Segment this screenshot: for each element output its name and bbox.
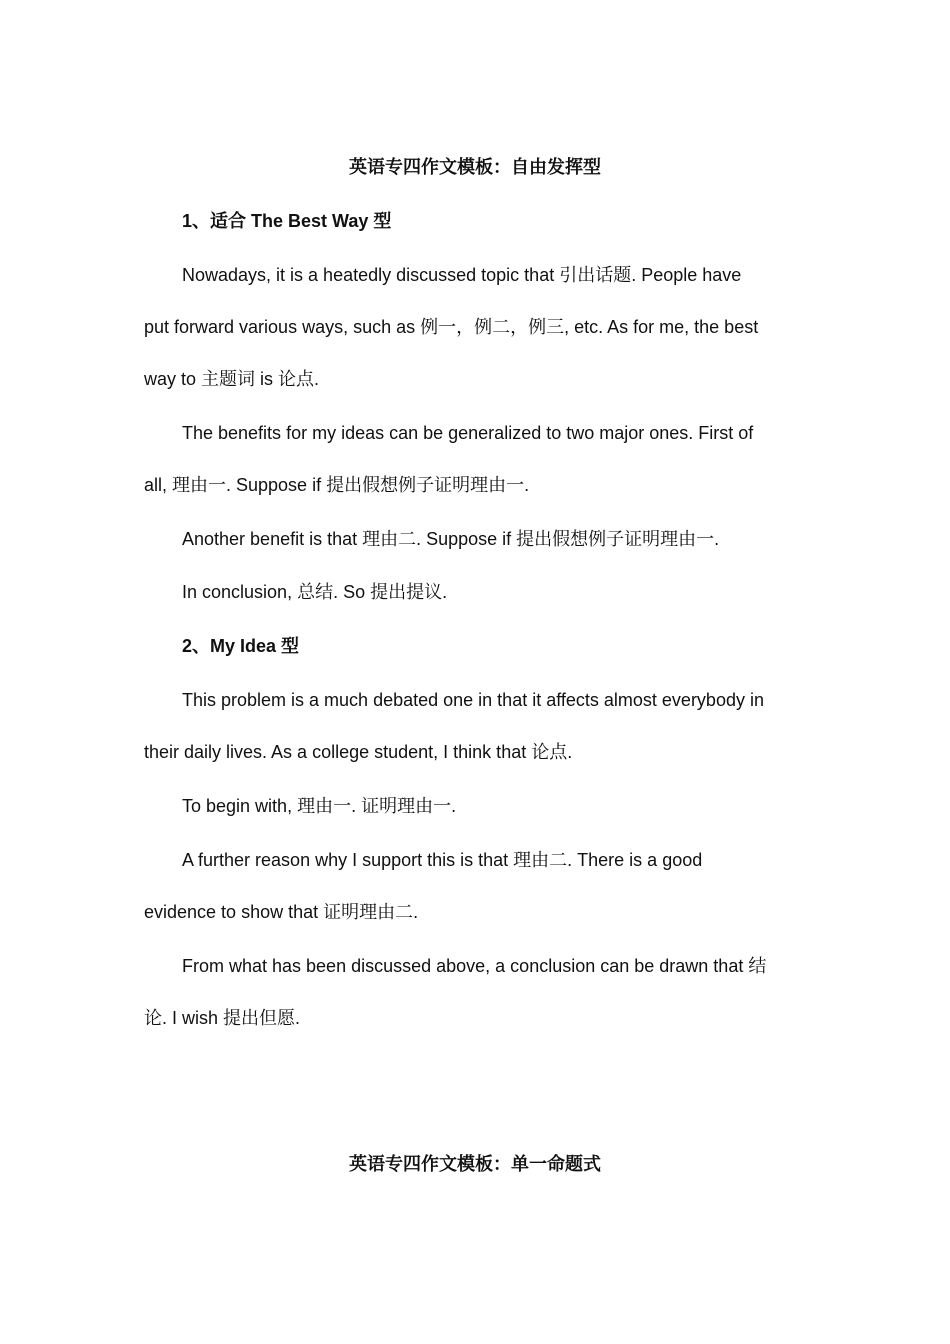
paragraph-line: their daily lives. As a college student, I think that 论点. [144,742,573,762]
paragraph-line: A further reason why I support this is that 理由二. There is a good [182,850,703,870]
paragraph-line: all, 理由一. Suppose if 提出假想例子证明理由一. [144,475,530,495]
section-heading-my-idea: 2、My Idea 型 [182,636,300,656]
paragraph-line: put forward various ways, such as 例一，例二，例三, etc. As for me, the best [144,317,759,337]
paragraph-line: This problem is a much debated one in that it affects almost everybody in [182,690,764,710]
paragraph-line: From what has been discussed above, a conclusion can be drawn that 结 [182,956,767,976]
paragraph-line: In conclusion, 总结. So 提出提议. [182,582,448,602]
paragraph-line: Nowadays, it is a heatedly discussed topic that 引出话题. People have [182,265,742,285]
section-heading-best-way: 1、适合 The Best Way 型 [182,211,392,231]
paragraph-line: way to 主题词 is 论点. [144,369,320,389]
paragraph-line: 论. I wish 提出但愿. [144,1008,301,1028]
paragraph-line: The benefits for my ideas can be generalized to two major ones. First of [182,423,754,443]
document-title: 英语专四作文模板：自由发挥型 [349,157,601,177]
paragraph-line: To begin with, 理由一. 证明理由一. [182,796,457,816]
document-title-second: 英语专四作文模板：单一命题式 [349,1154,601,1174]
paragraph-line: Another benefit is that 理由二. Suppose if 提出假想例子证明理由一. [182,529,720,549]
paragraph-line: evidence to show that 证明理由二. [144,902,419,922]
